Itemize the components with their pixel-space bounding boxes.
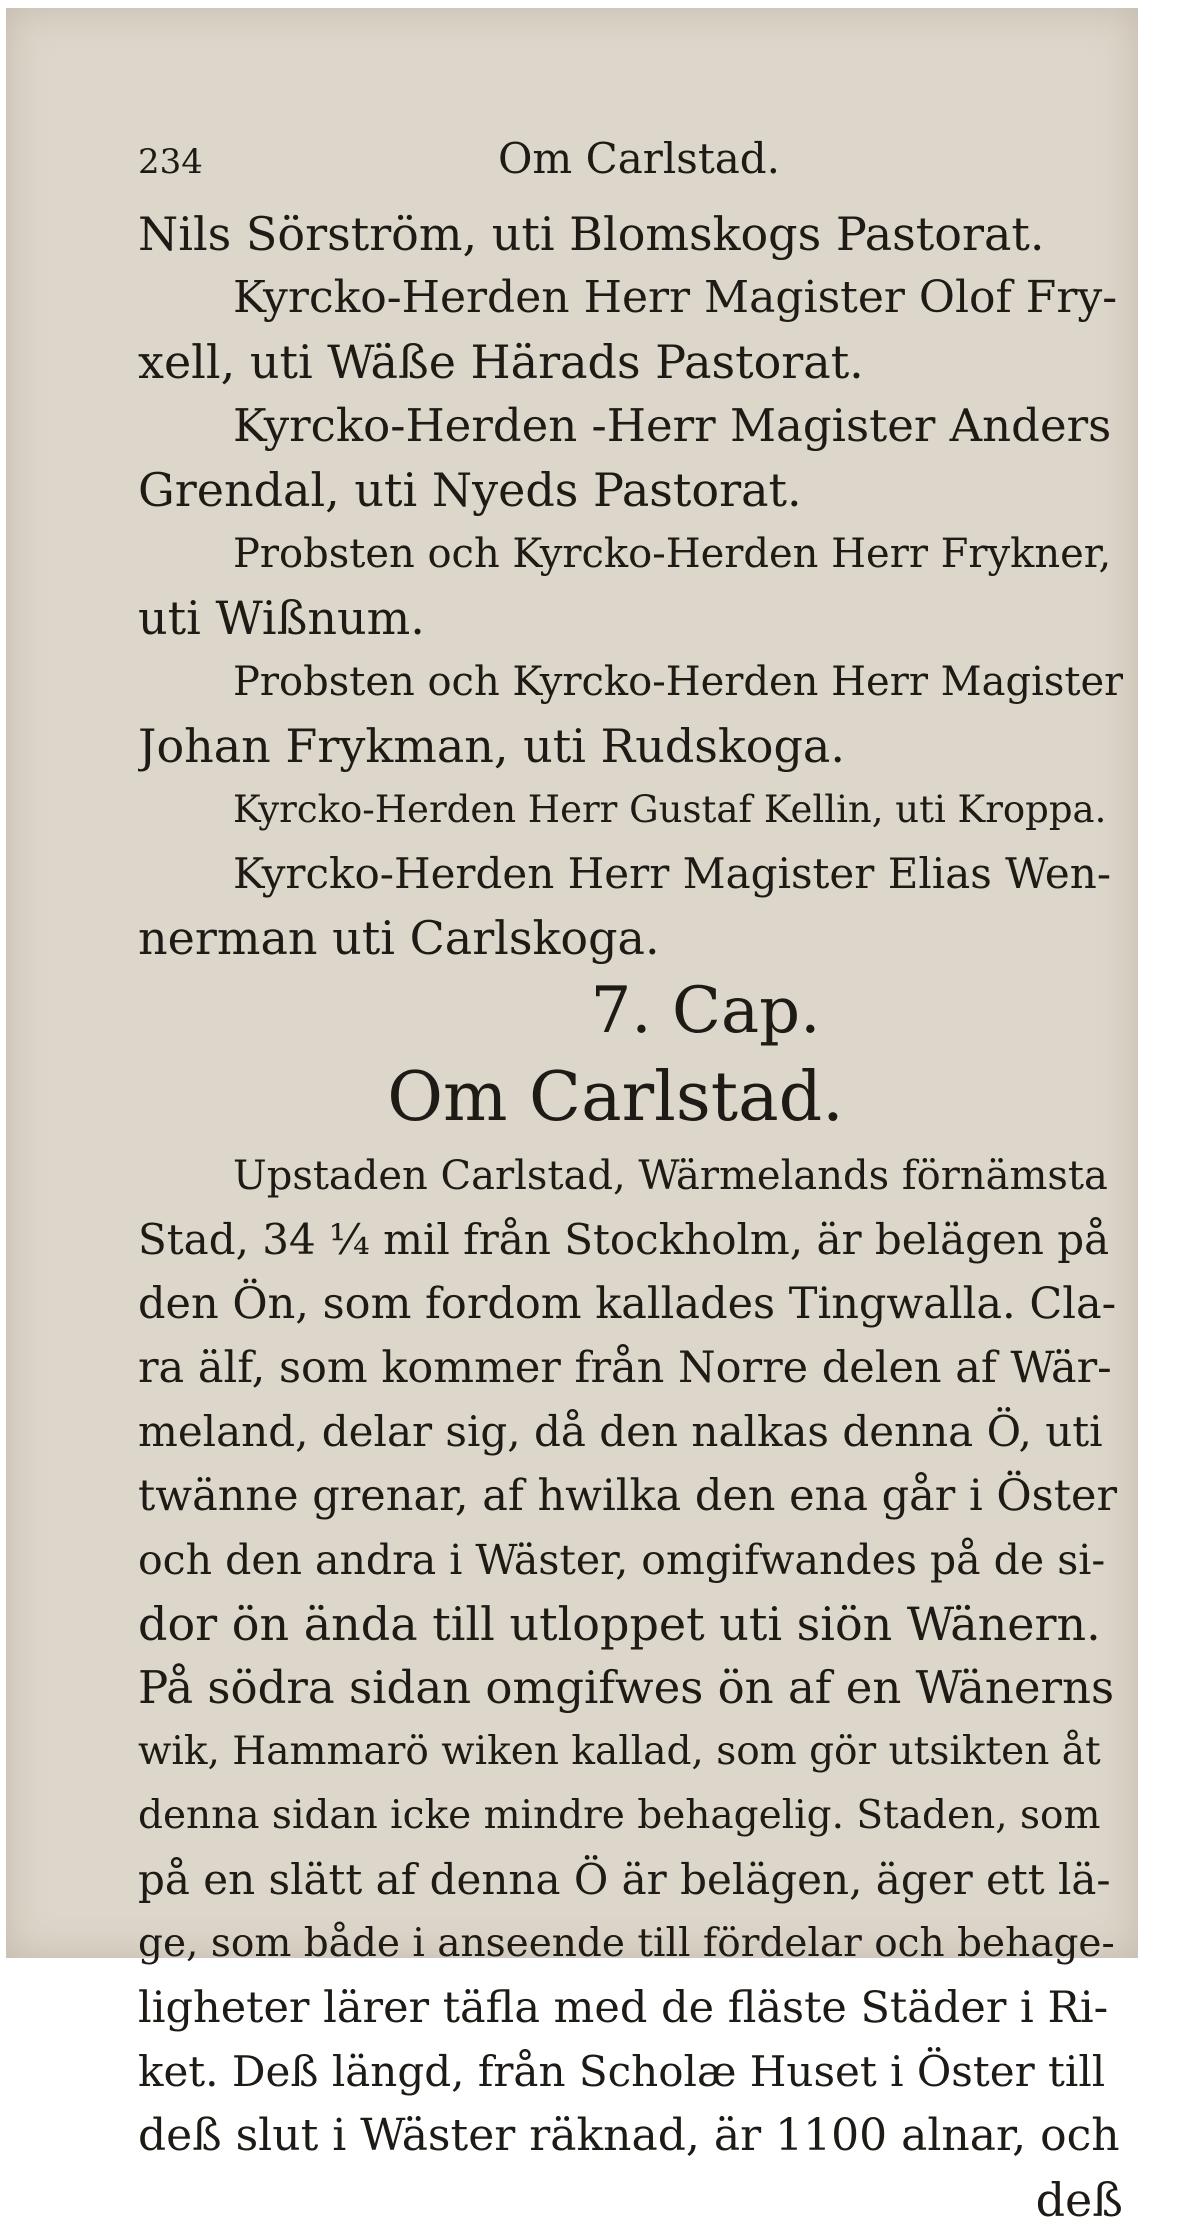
text-line: nerman uti Carlskoga. [138, 911, 660, 965]
text-line: wik, Hammarö wiken kallad, som gör utsikten åt [138, 1729, 1101, 1774]
text-line: ligheter lärer täfla med de fläste Städer i Ri- [138, 1983, 1109, 2033]
text-line: Kyrcko-Herden -Herr Magister Anders [233, 399, 1112, 452]
running-head: Om Carlstad. [498, 134, 781, 183]
catchword: deß [1035, 2173, 1123, 2227]
chapter-heading: 7. Cap. [590, 974, 821, 1048]
text-line: uti Wißnum. [138, 591, 425, 645]
text-line: deß slut i Wäster räknad, är 1100 alnar, och [138, 2110, 1120, 2161]
text-line: twänne grenar, af hwilka den ena går i Öster [138, 1471, 1118, 1521]
text-line: Stad, 34 ¼ mil från Stockholm, är belägen på [138, 1215, 1110, 1264]
section-title: Om Carlstad. [387, 1058, 844, 1137]
text-line: och den andra i Wäster, omgifwandes på de si- [138, 1536, 1106, 1584]
text-line: Kyrcko-Herden Herr Magister Elias Wen- [233, 849, 1112, 898]
page-number: 234 [138, 142, 203, 182]
text-line: Nils Sörström, uti Blomskogs Pastorat. [138, 207, 1045, 261]
page-text [138, 116, 1123, 2232]
text-line: Grendal, uti Nyeds Pastorat. [138, 463, 802, 517]
text-line: ket. Deß längd, från Scholæ Huset i Öster till [138, 2047, 1106, 2096]
text-line: ge, som både i anseende till fördelar och behage- [138, 1921, 1115, 1966]
text-line: Kyrcko-Herden Herr Gustaf Kellin, uti Kroppa. [233, 788, 1107, 831]
page-header [138, 116, 1123, 202]
text-line: dor ön ända till utloppet uti siön Wänern. [138, 1597, 1101, 1651]
text-line: Kyrcko-Herden Herr Magister Olof Fry- [233, 272, 1118, 323]
text-line: Upstaden Carlstad, Wärmelands förnämsta [233, 1153, 1108, 1199]
text-line: Johan Frykman, uti Rudskoga. [138, 719, 845, 773]
text-line: Probsten och Kyrcko-Herden Herr Frykner, [233, 531, 1112, 577]
text-line: xell, uti Wäße Härads Pastorat. [138, 335, 864, 389]
book-page [6, 8, 1138, 2227]
text-line: denna sidan icke mindre behagelig. Staden, som [138, 1793, 1101, 1838]
text-line: den Ön, som fordom kallades Tingwalla. Cla- [138, 1279, 1117, 1329]
text-line: meland, delar sig, då den nalkas denna Ö, uti [138, 1407, 1103, 1456]
text-line: ra älf, som kommer från Norre delen af Wär- [138, 1343, 1112, 1393]
text-line: Probsten och Kyrcko-Herden Herr Magister [233, 659, 1123, 705]
text-line: på en slätt af denna Ö är belägen, äger ett lä- [138, 1855, 1111, 1904]
text-line: På södra sidan omgifwes ön af en Wänerns [138, 1661, 1115, 1714]
